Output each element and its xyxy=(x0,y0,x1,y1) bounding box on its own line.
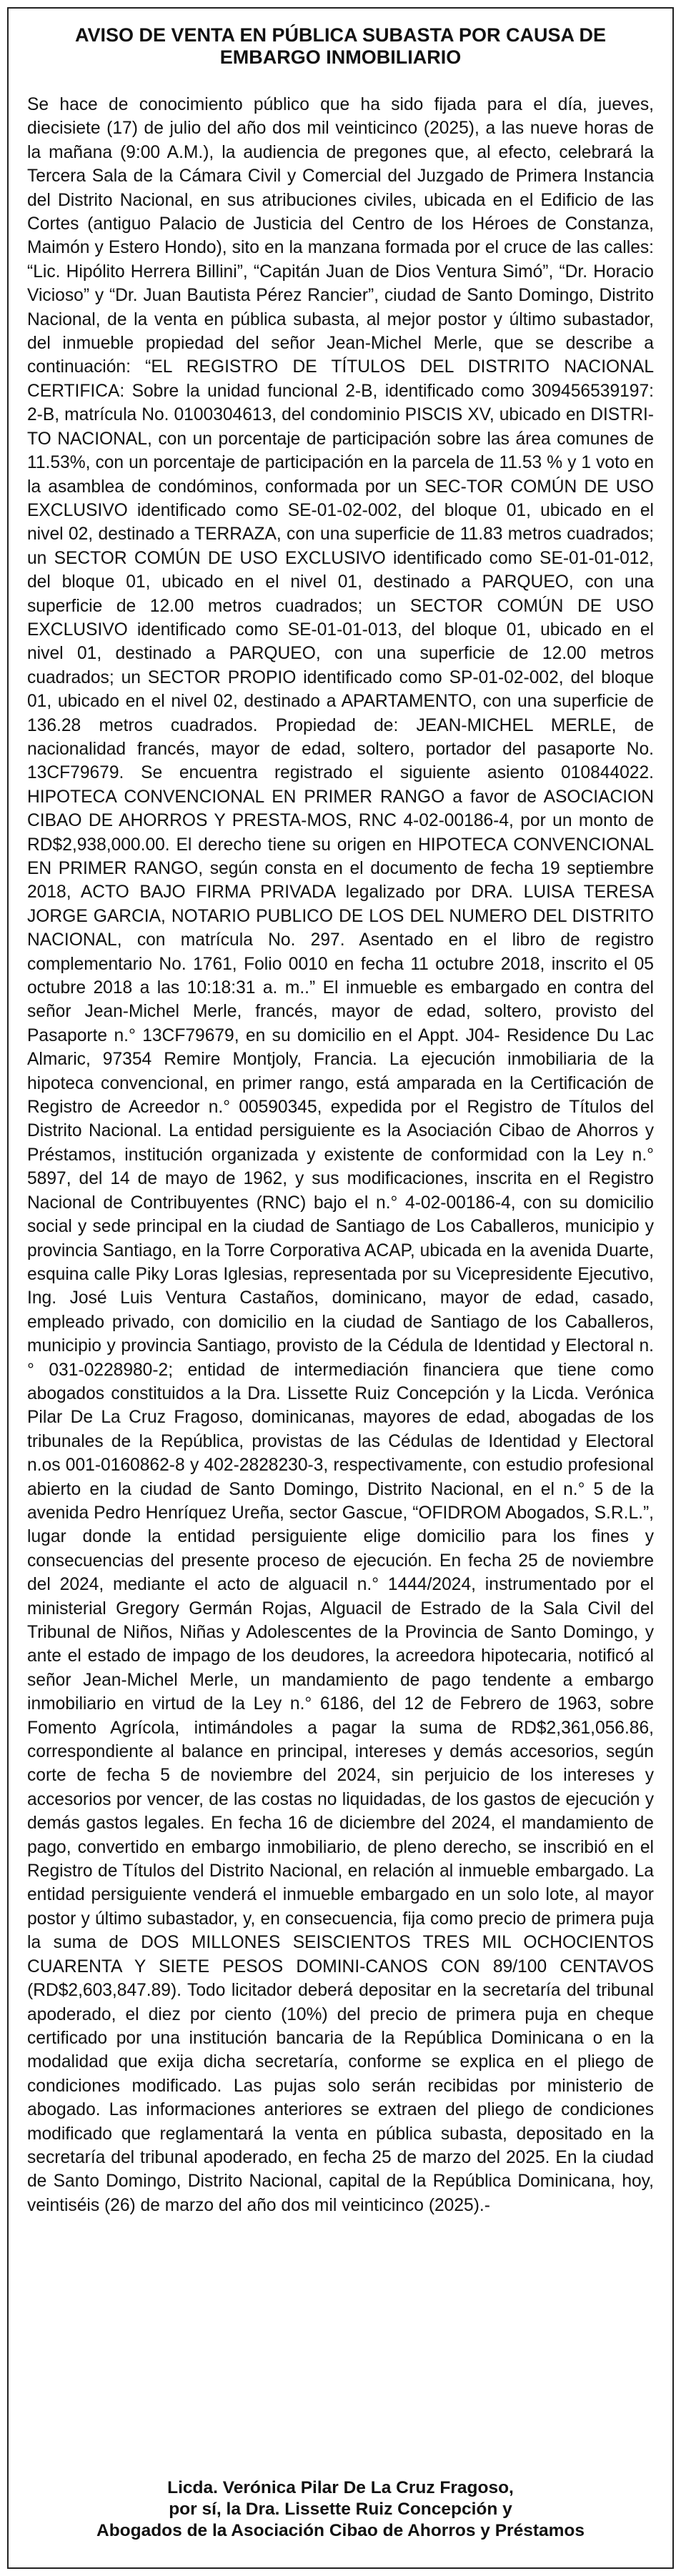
legal-notice xyxy=(7,7,674,2569)
signature-block xyxy=(30,2477,651,2542)
signature-line-1: Licda. Verónica Pilar De La Cruz Fragoso, xyxy=(167,2478,514,2497)
notice-body: Se hace de conocimiento público que ha sido fijada para el día, jueves, diecisiete (17) de julio del año dos mil veinticinco (2025), a las nueve horas de la mañana (9:00 A.M.), la audiencia de pregones que, al efecto, celebrará la Tercera Sala de la Cámara Civil y Comercial del Juzgado de Primera Instancia del Distrito Nacional, en sus atribuciones civiles, ubicada en el Edificio de las Cortes (antiguo Palacio de Justicia del Centro de los Héroes de Constanza, Maimón y Estero Hondo), sito en la manzana formada por el cruce de las calles: “Lic. Hipólito Herrera Billini”, “Capitán Juan de Dios Ventura Simó”, “Dr. Horacio Vicioso” y “Dr. Juan Bautista Pérez Rancier”, ciudad de Santo Domingo, Distrito Nacional, de la venta en pública subasta, al mejor postor y último subastador, del inmueble propiedad del señor Jean-Michel Merle, que se describe a continuación: “EL REGISTRO DE TÍTULOS DEL DISTRITO NACIONAL CERTIFICA: Sobre la unidad funcional 2-B, identificado como 309456539197: 2-B, matrícula No. 0100304613, del condominio PISCIS XV, ubicado en DISTRI-TO NACIONAL, con un porcentaje de participación sobre las área comunes de 11.53%, con un porcentaje de participación en la parcela de 11.53 % y 1 voto en la asamblea de condóminos, conformada por un SEC-TOR COMÚN DE USO EXCLUSIVO identificado como SE-01-02-002, del bloque 01, ubicado en el nivel 02, destinado a TERRAZA, con una superficie de 11.83 metros cuadrados; un SECTOR COMÚN DE USO EXCLUSIVO identificado como SE-01-01-012, del bloque 01, ubicado en el nivel 01, destinado a PARQUEO, con una superficie de 12.00 metros cuadrados; un SECTOR COMÚN DE USO EXCLUSIVO identificado como SE-01-01-013, del bloque 01, ubicado en el nivel 01, destinado a PARQUEO, con una superficie de 12.00 metros cuadrados; un SECTOR PROPIO identificado como SP-01-02-002, del bloque 01, ubicado en el nivel 02, destinado a APARTAMENTO, con una superficie de 136.28 metros cuadrados. Propiedad de: JEAN-MICHEL MERLE, de nacionalidad francés, mayor de edad, soltero, portador del pasaporte No. 13CF79679. Se encuentra registrado el siguiente asiento 010844022. HIPOTECA CONVENCIONAL EN PRIMER RANGO a favor de ASOCIACION CIBAO DE AHORROS Y PRESTA-MOS, RNC 4-02-00186-4, por un monto de RD$2,938,000.00. El derecho tiene su origen en HIPOTECA CONVENCIONAL EN PRIMER RANGO, según consta en el documento de fecha 19 septiembre 2018, ACTO BAJO FIRMA PRIVADA legalizado por DRA. LUISA TERESA JORGE GARCIA, NOTARIO PUBLICO DE LOS DEL NUMERO DEL DISTRITO NACIONAL, con matrícula No. 297. Asentado en el libro de registro complementario No. 1761, Folio 0010 en fecha 11 octubre 2018, inscrito el 05 octubre 2018 a las 10:18:31 a. m..” El inmueble es embargado en contra del señor Jean-Michel Merle, francés, mayor de edad, soltero, provisto del Pasaporte n.° 13CF79679, en su domicilio en el Appt. J04- Residence Du Lac Almaric, 97354 Remire Montjoly, Francia. La ejecución inmobiliaria de la hipoteca convencional, en primer rango, está amparada en la Certificación de Registro de Acreedor n.° 00590345, expedida por el Registro de Títulos del Distrito Nacional. La entidad persiguiente es la Asociación Cibao de Ahorros y Préstamos, institución organizada y existente de conformidad con la Ley n.° 5897, del 14 de mayo de 1962, y sus modificaciones, inscrita en el Registro Nacional de Contribuyentes (RNC) bajo el n.° 4-02-00186-4, con su domicilio social y sede principal en la ciudad de Santiago de Los Caballeros, municipio y provincia Santiago, en la Torre Corporativa ACAP, ubicada en la avenida Duarte, esquina calle Piky Loras Iglesias, representada por su Vicepresidente Ejecutivo, Ing. José Luis Ventura Castaños, dominicano, mayor de edad, casado, empleado privado, con domicilio en la ciudad de Santiago de los Caballeros, municipio y provincia Santiago, provisto de la Cédula de Identidad y Electoral n.° 031-0228980-2; entidad de intermediación financiera que tiene como abogados constituidos a la Dra. Lissette Ruiz Concepción y la Licda. Verónica Pilar De La Cruz Fragoso, dominicanas, mayores de edad, abogadas de los tribunales de la República, provistas de las Cédulas de Identidad y Electoral n.os 001-0160862-8 y 402-2828230-3, respectivamente, con estudio profesional abierto en la ciudad de Santo Domingo, Distrito Nacional, en el n.° 5 de la avenida Pedro Henríquez Ureña, sector Gascue, “OFIDROM Abogados, S.R.L.”, lugar donde la entidad persiguiente elige domicilio para los fines y consecuencias del presente proceso de ejecución. En fecha 25 de noviembre del 2024, mediante el acto de alguacil n.° 1444/2024, instrumentado por el ministerial Gregory Germán Rojas, Alguacil de Estrado de la Sala Civil del Tribunal de Niños, Niñas y Adolescentes de la Provincia de Santo Domingo, y ante el estado de impago de los deudores, la acreedora hipotecaria, notificó al señor Jean-Michel Merle, un mandamiento de pago tendente a embargo inmobiliario en virtud de la Ley n.° 6186, del 12 de Febrero de 1963, sobre Fomento Agrícola, intimándoles a pagar la suma de RD$2,361,056.86, correspondiente al balance en principal, intereses y demás accesorios, según corte de fecha 5 de noviembre del 2024, sin perjuicio de los intereses y accesorios por vencer, de las costas no liquidadas, de los gastos de ejecución y demás gastos legales. En fecha 16 de diciembre del 2024, el mandamiento de pago, convertido en embargo inmobiliario, de pleno derecho, se inscribió en el Registro de Títulos del Distrito Nacional, en relación al inmueble embargado. La entidad persiguiente venderá el inmueble embargado en un solo lote, al mayor postor y último subastador, y, en consecuencia, fija como precio de primera puja la suma de DOS MILLONES SEISCIENTOS TRES MIL OCHOCIENTOS CUARENTA Y SIETE PESOS DOMINI-CANOS CON 89/100 CENTAVOS (RD$2,603,847.89). Todo licitador deberá depositar en la secretaría del tribunal apoderado, el diez por ciento (10%) del precio de primera puja en cheque certificado por una institución bancaria de la República Dominicana o en la modalidad que exija dicha secretaría, conforme se explica en el pliego de condiciones modificado. Las pujas solo serán recibidas por ministerio de abogado. Las informaciones anteriores se extraen del pliego de condiciones modificado que reglamentará la venta en pública subasta, depositado en la secretaría del tribunal apoderado, en fecha 25 de marzo del 2025. En la ciudad de Santo Domingo, Distrito Nacional, capital de la República Dominicana, hoy, veintiséis (26) de marzo del año dos mil veinticinco (2025).- xyxy=(27,95,654,2215)
signature-line-2: por sí, la Dra. Lissette Ruiz Concepción y xyxy=(169,2500,512,2519)
signature-line-3: Abogados de la Asociación Cibao de Ahorros y Préstamos xyxy=(96,2521,585,2540)
notice-title: AVISO DE VENTA EN PÚBLICA SUBASTA POR CAUSA DE EMBARGO INMOBILIARIO xyxy=(74,24,607,68)
